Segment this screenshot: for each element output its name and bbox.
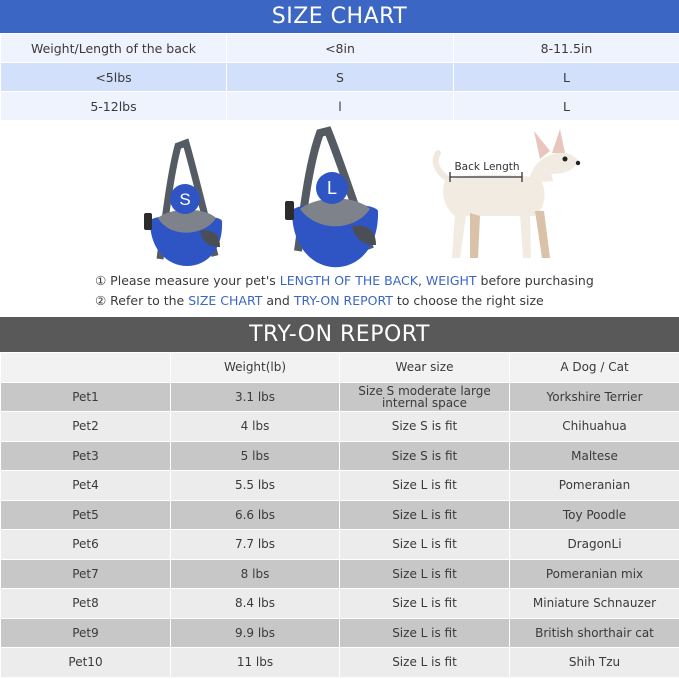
try-on-header-cell: Wear size bbox=[340, 353, 510, 383]
breed-cell: British shorthair cat bbox=[510, 618, 679, 648]
breed-cell: Miniature Schnauzer bbox=[510, 589, 679, 619]
wear-size-cell: Size S is fit bbox=[340, 412, 510, 442]
large-bag-label: L bbox=[326, 178, 338, 198]
try-on-table bbox=[0, 352, 679, 678]
try-on-row bbox=[1, 618, 679, 648]
pet-name-cell: Pet9 bbox=[1, 618, 171, 648]
breed-cell: Pomeranian mix bbox=[510, 559, 679, 589]
wear-size-cell: Size L is fit bbox=[340, 648, 510, 678]
size-chart-cell: L bbox=[454, 92, 679, 121]
weight-cell: 11 lbs bbox=[171, 648, 340, 678]
pet-name-cell: Pet10 bbox=[1, 648, 171, 678]
try-on-row bbox=[1, 530, 679, 560]
pet-name-cell: Pet4 bbox=[1, 471, 171, 501]
pet-name-cell: Pet2 bbox=[1, 412, 171, 442]
try-on-row bbox=[1, 589, 679, 619]
wear-size-cell: Size L is fit bbox=[340, 530, 510, 560]
try-on-row bbox=[1, 382, 679, 412]
wear-size-cell: Size L is fit bbox=[340, 471, 510, 501]
size-chart-table bbox=[0, 33, 679, 121]
weight-cell: 8 lbs bbox=[171, 559, 340, 589]
note1-suffix: before purchasing bbox=[476, 273, 594, 288]
size-chart-row bbox=[1, 92, 679, 121]
dog-illustration bbox=[436, 129, 581, 258]
wear-size-cell: Size S moderate large internal space bbox=[340, 382, 510, 412]
try-on-row bbox=[1, 412, 679, 442]
wear-size-cell: Size L is fit bbox=[340, 589, 510, 619]
pet-name-cell: Pet6 bbox=[1, 530, 171, 560]
illustration-area bbox=[0, 121, 679, 317]
pet-name-cell: Pet1 bbox=[1, 382, 171, 412]
breed-cell: Pomeranian bbox=[510, 471, 679, 501]
weight-cell: 3.1 lbs bbox=[171, 382, 340, 412]
breed-cell: Yorkshire Terrier bbox=[510, 382, 679, 412]
note2-prefix: ② Refer to the bbox=[95, 293, 189, 308]
instruction-note-2 bbox=[95, 293, 544, 308]
weight-cell: 7.7 lbs bbox=[171, 530, 340, 560]
try-on-row bbox=[1, 471, 679, 501]
pet-name-cell: Pet8 bbox=[1, 589, 171, 619]
wear-size-cell: Size L is fit bbox=[340, 500, 510, 530]
try-on-row bbox=[1, 559, 679, 589]
size-chart-cell: <5lbs bbox=[1, 63, 227, 92]
size-chart-header-row bbox=[1, 34, 679, 63]
weight-cell: 6.6 lbs bbox=[171, 500, 340, 530]
breed-cell: Maltese bbox=[510, 441, 679, 471]
pet-name-cell: Pet7 bbox=[1, 559, 171, 589]
weight-cell: 9.9 lbs bbox=[171, 618, 340, 648]
weight-cell: 5 lbs bbox=[171, 441, 340, 471]
pet-name-cell: Pet3 bbox=[1, 441, 171, 471]
back-length-label: Back Length bbox=[454, 161, 520, 173]
note2-highlight-try-on: TRY-ON REPORT bbox=[293, 293, 393, 308]
try-on-row bbox=[1, 500, 679, 530]
large-bag-illustration bbox=[285, 131, 378, 267]
size-chart-header-cell: <8in bbox=[227, 34, 454, 63]
size-chart-header-cell: 8-11.5in bbox=[454, 34, 679, 63]
size-chart-row bbox=[1, 63, 679, 92]
breed-cell: DragonLi bbox=[510, 530, 679, 560]
try-on-row bbox=[1, 441, 679, 471]
note2-highlight-size-chart: SIZE CHART bbox=[188, 293, 263, 308]
note2-suffix: to choose the right size bbox=[392, 293, 544, 308]
note1-separator: , bbox=[417, 273, 426, 288]
size-chart-cell: 5-12lbs bbox=[1, 92, 227, 121]
small-bag-label: S bbox=[179, 190, 191, 209]
note1-highlight-weight: WEIGHT bbox=[425, 273, 477, 288]
breed-cell: Toy Poodle bbox=[510, 500, 679, 530]
pet-name-cell: Pet5 bbox=[1, 500, 171, 530]
size-chart-header-cell: Weight/Length of the back bbox=[1, 34, 227, 63]
try-on-header-cell: Weight(lb) bbox=[171, 353, 340, 383]
wear-size-cell: Size L is fit bbox=[340, 559, 510, 589]
note2-separator: and bbox=[262, 293, 294, 308]
try-on-row bbox=[1, 648, 679, 678]
note1-highlight-length: LENGTH OF THE BACK bbox=[279, 273, 418, 288]
wear-size-cell: Size L is fit bbox=[340, 618, 510, 648]
size-chart-title: SIZE CHART bbox=[0, 0, 679, 33]
breed-cell: Shih Tzu bbox=[510, 648, 679, 678]
try-on-header-cell: A Dog / Cat bbox=[510, 353, 679, 383]
breed-cell: Chihuahua bbox=[510, 412, 679, 442]
try-on-header-cell bbox=[1, 353, 171, 383]
weight-cell: 8.4 lbs bbox=[171, 589, 340, 619]
try-on-header-row bbox=[1, 353, 679, 383]
weight-cell: 4 lbs bbox=[171, 412, 340, 442]
note1-prefix: ① Please measure your pet's bbox=[95, 273, 280, 288]
instruction-note-1 bbox=[95, 273, 594, 288]
size-chart-cell: S bbox=[227, 63, 454, 92]
size-chart-cell: l bbox=[227, 92, 454, 121]
wear-size-cell: Size S is fit bbox=[340, 441, 510, 471]
size-chart-cell: L bbox=[454, 63, 679, 92]
weight-cell: 5.5 lbs bbox=[171, 471, 340, 501]
try-on-report-title: TRY-ON REPORT bbox=[0, 317, 679, 352]
